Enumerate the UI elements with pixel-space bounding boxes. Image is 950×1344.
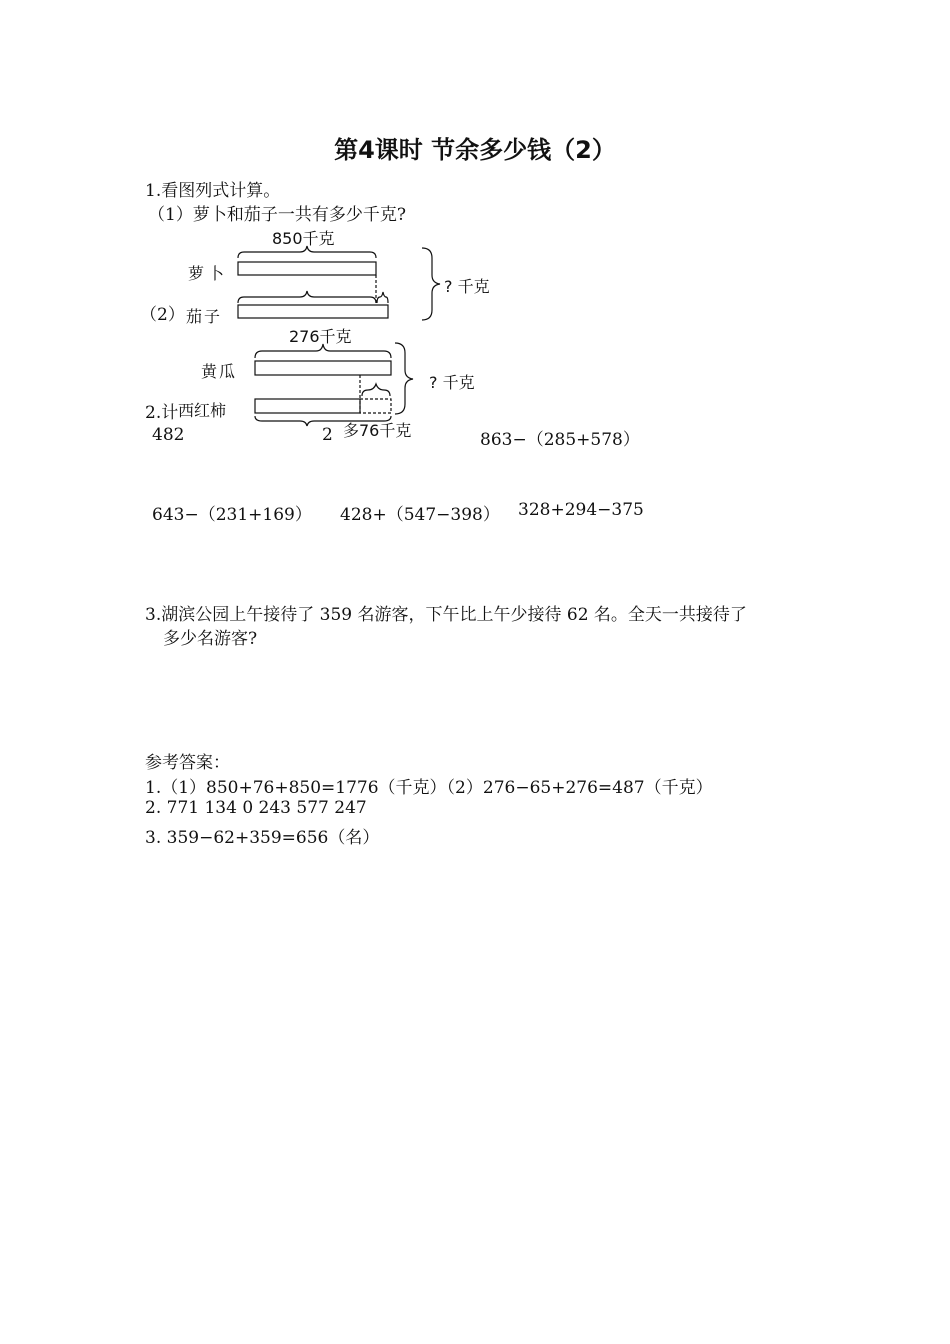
fig1-row1-label: 萝卜 (188, 264, 229, 283)
question-1-part-1: （1）萝卜和茄子一共有多少千克? (148, 205, 406, 225)
fig2-row1-label: 黄瓜 (201, 362, 238, 381)
q2-expr-1: 482 (152, 425, 185, 445)
q2-expr-3: 863−（285+578） (480, 430, 640, 450)
fig1-brace-label: ? 千克 (444, 277, 490, 296)
fig2-row2-label: 西红柿 (178, 401, 227, 420)
page-title: 第4课时 节余多少钱（2） (334, 136, 616, 164)
q2-expr-2: 2 (322, 425, 333, 445)
fig2-bottom-label: 多76千克 (343, 421, 412, 440)
fig2-brace-label: ? 千克 (429, 373, 475, 392)
question-3-line-2: 多少名游客? (163, 629, 258, 649)
q2-expr-5: 428+（547−398） (340, 505, 500, 525)
answer-2: 2. 771 134 0 243 577 247 (145, 798, 367, 818)
question-2-heading: 2.计 (145, 403, 179, 423)
fig1-top-label: 850千克 (272, 229, 335, 248)
fig1-row2-label: 茄子 (186, 307, 223, 326)
answer-3: 3. 359−62+359=656（名） (145, 828, 380, 848)
fig2-top-label: 276千克 (289, 327, 352, 346)
question-1-heading: 1.看图列式计算。 (145, 181, 281, 201)
question-3-line-1: 3.湖滨公园上午接待了 359 名游客，下午比上午少接待 62 名。全天一共接待了 (145, 605, 747, 625)
q2-expr-4: 643−（231+169） (152, 505, 312, 525)
answer-1: 1.（1）850+76+850=1776（千克）（2）276−65+276=487（千克） (145, 778, 713, 798)
answers-heading: 参考答案： (145, 753, 230, 773)
question-1-part-2: （2） (140, 305, 185, 325)
q2-expr-6: 328+294−375 (518, 500, 644, 520)
